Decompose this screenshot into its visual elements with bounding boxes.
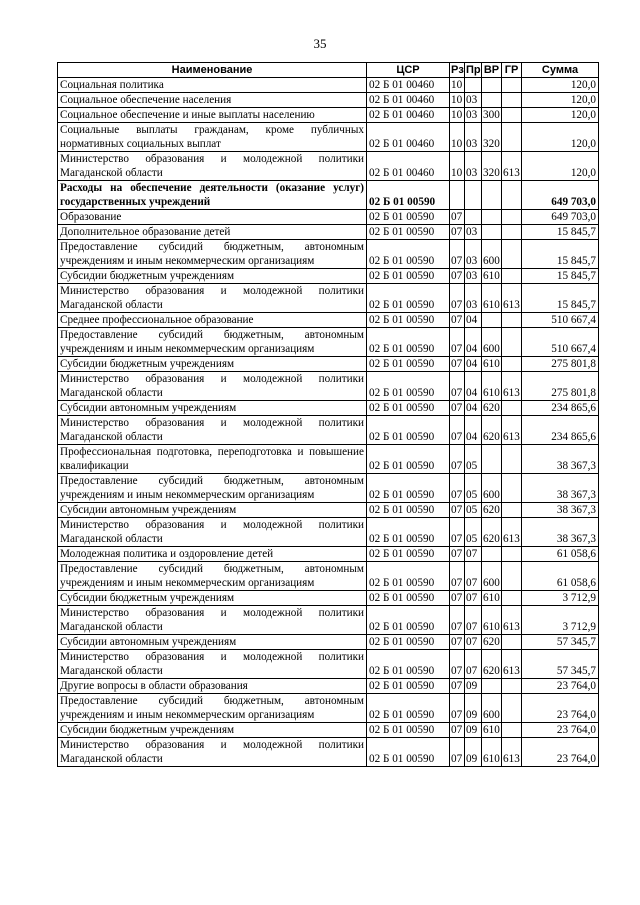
cell-pr: 03 bbox=[465, 108, 482, 123]
cell-name: Министерство образования и молодежной политики Магаданской области bbox=[58, 284, 367, 313]
cell-gr bbox=[502, 591, 522, 606]
cell-rz: 07 bbox=[450, 723, 465, 738]
cell-rz: 07 bbox=[450, 225, 465, 240]
cell-name: Молодежная политика и оздоровление детей bbox=[58, 547, 367, 562]
cell-vr bbox=[482, 547, 502, 562]
cell-gr bbox=[502, 679, 522, 694]
table-row bbox=[58, 606, 599, 635]
cell-gr bbox=[502, 328, 522, 357]
cell-csr: 02 Б 01 00590 bbox=[367, 694, 450, 723]
cell-vr bbox=[482, 225, 502, 240]
table-row bbox=[58, 284, 599, 313]
cell-pr: 03 bbox=[465, 152, 482, 181]
cell-pr: 07 bbox=[465, 547, 482, 562]
cell-pr: 05 bbox=[465, 474, 482, 503]
cell-gr bbox=[502, 723, 522, 738]
cell-sum: 649 703,0 bbox=[522, 181, 599, 210]
cell-gr: 613 bbox=[502, 152, 522, 181]
cell-rz: 07 bbox=[450, 474, 465, 503]
cell-pr: 07 bbox=[465, 562, 482, 591]
cell-sum: 61 058,6 bbox=[522, 547, 599, 562]
cell-pr: 04 bbox=[465, 401, 482, 416]
cell-sum: 23 764,0 bbox=[522, 738, 599, 767]
cell-pr: 03 bbox=[465, 123, 482, 152]
cell-rz: 07 bbox=[450, 694, 465, 723]
cell-csr: 02 Б 01 00590 bbox=[367, 591, 450, 606]
cell-gr bbox=[502, 357, 522, 372]
table-row bbox=[58, 328, 599, 357]
cell-rz: 10 bbox=[450, 108, 465, 123]
cell-sum: 275 801,8 bbox=[522, 357, 599, 372]
cell-pr: 09 bbox=[465, 679, 482, 694]
cell-csr: 02 Б 01 00590 bbox=[367, 401, 450, 416]
cell-sum: 38 367,3 bbox=[522, 474, 599, 503]
cell-name: Министерство образования и молодежной политики Магаданской области bbox=[58, 650, 367, 679]
table-body bbox=[58, 78, 599, 767]
cell-pr: 03 bbox=[465, 225, 482, 240]
cell-vr: 320 bbox=[482, 152, 502, 181]
cell-sum: 38 367,3 bbox=[522, 503, 599, 518]
cell-gr bbox=[502, 635, 522, 650]
cell-csr: 02 Б 01 00590 bbox=[367, 416, 450, 445]
table-row bbox=[58, 635, 599, 650]
table-row bbox=[58, 738, 599, 767]
cell-name: Субсидии бюджетным учреждениям bbox=[58, 723, 367, 738]
table-row bbox=[58, 694, 599, 723]
cell-sum: 510 667,4 bbox=[522, 313, 599, 328]
cell-pr: 03 bbox=[465, 284, 482, 313]
cell-name: Министерство образования и молодежной политики Магаданской области bbox=[58, 738, 367, 767]
cell-vr: 610 bbox=[482, 372, 502, 401]
cell-vr: 600 bbox=[482, 240, 502, 269]
cell-rz: 07 bbox=[450, 562, 465, 591]
cell-gr: 613 bbox=[502, 606, 522, 635]
cell-name: Министерство образования и молодежной политики Магаданской области bbox=[58, 152, 367, 181]
cell-pr bbox=[465, 181, 482, 210]
cell-csr: 02 Б 01 00590 bbox=[367, 225, 450, 240]
cell-rz: 07 bbox=[450, 313, 465, 328]
cell-csr: 02 Б 01 00460 bbox=[367, 93, 450, 108]
cell-gr bbox=[502, 240, 522, 269]
table-row bbox=[58, 372, 599, 401]
table-row bbox=[58, 78, 599, 93]
cell-name: Министерство образования и молодежной политики Магаданской области bbox=[58, 416, 367, 445]
table-row bbox=[58, 313, 599, 328]
cell-gr bbox=[502, 225, 522, 240]
table-row bbox=[58, 123, 599, 152]
cell-csr: 02 Б 01 00590 bbox=[367, 547, 450, 562]
cell-rz: 07 bbox=[450, 210, 465, 225]
cell-rz: 07 bbox=[450, 328, 465, 357]
cell-rz: 10 bbox=[450, 152, 465, 181]
cell-rz: 07 bbox=[450, 635, 465, 650]
cell-vr: 620 bbox=[483, 504, 500, 516]
cell-sum: 38 367,3 bbox=[522, 518, 599, 547]
cell-rz: 07 bbox=[450, 372, 465, 401]
cell-rz: 07 bbox=[450, 445, 465, 474]
cell-sum: 15 845,7 bbox=[522, 225, 599, 240]
cell-vr: 620 bbox=[482, 518, 502, 547]
cell-csr: 02 Б 01 00590 bbox=[367, 474, 450, 503]
table-row bbox=[58, 547, 599, 562]
cell-name: Предоставление субсидий бюджетным, автономным учреждениям и иным некоммерческим организациям bbox=[58, 562, 367, 591]
cell-csr: 02 Б 01 00590 bbox=[367, 562, 450, 591]
cell-rz: 07 bbox=[450, 547, 465, 562]
table-row bbox=[58, 591, 599, 606]
cell-sum: 120,0 bbox=[522, 123, 599, 152]
cell-vr: 610 bbox=[483, 358, 500, 370]
cell-vr: 610 bbox=[482, 606, 502, 635]
page-number: 35 bbox=[313, 36, 327, 51]
cell-pr: 04 bbox=[465, 313, 482, 328]
cell-sum: 38 367,3 bbox=[522, 445, 599, 474]
cell-csr: 02 Б 01 00590 bbox=[367, 679, 450, 694]
table-header-row bbox=[58, 63, 599, 78]
cell-sum: 234 865,6 bbox=[522, 401, 599, 416]
cell-name: Субсидии бюджетным учреждениям bbox=[58, 269, 367, 284]
header-vr: ВР bbox=[482, 63, 502, 78]
cell-name: Предоставление субсидий бюджетным, автономным учреждениям и иным некоммерческим организациям bbox=[58, 694, 367, 723]
cell-name: Министерство образования и молодежной политики Магаданской области bbox=[58, 518, 367, 547]
table-row bbox=[58, 269, 599, 284]
cell-name: Субсидии бюджетным учреждениям bbox=[58, 357, 367, 372]
cell-csr: 02 Б 01 00460 bbox=[367, 152, 450, 181]
cell-name: Социальная политика bbox=[58, 78, 367, 93]
cell-vr: 600 bbox=[482, 694, 502, 723]
cell-rz: 07 bbox=[450, 269, 465, 284]
cell-vr bbox=[482, 181, 502, 210]
cell-sum: 120,0 bbox=[522, 108, 599, 123]
cell-gr bbox=[502, 78, 522, 93]
cell-pr: 09 bbox=[465, 723, 482, 738]
cell-gr: 613 bbox=[502, 416, 522, 445]
cell-rz: 07 bbox=[450, 650, 465, 679]
cell-csr: 02 Б 01 00590 bbox=[367, 240, 450, 269]
table-row bbox=[58, 240, 599, 269]
cell-vr: 320 bbox=[482, 123, 502, 152]
cell-gr bbox=[502, 445, 522, 474]
header-name: Наименование bbox=[58, 63, 367, 78]
header-rz: Рз bbox=[451, 64, 464, 76]
cell-sum: 120,0 bbox=[522, 78, 599, 93]
cell-csr: 02 Б 01 00590 bbox=[367, 210, 450, 225]
table-row bbox=[58, 518, 599, 547]
cell-gr: 613 bbox=[502, 284, 522, 313]
cell-name: Образование bbox=[58, 210, 367, 225]
cell-vr bbox=[482, 210, 502, 225]
cell-vr bbox=[482, 78, 502, 93]
cell-sum: 120,0 bbox=[522, 93, 599, 108]
cell-name: Среднее профессиональное образование bbox=[58, 313, 367, 328]
cell-pr: 07 bbox=[465, 635, 482, 650]
cell-vr bbox=[482, 679, 502, 694]
cell-sum: 57 345,7 bbox=[522, 650, 599, 679]
header-gr: ГР bbox=[502, 63, 522, 78]
cell-csr: 02 Б 01 00590 bbox=[367, 284, 450, 313]
cell-gr: 613 bbox=[502, 518, 522, 547]
cell-gr bbox=[502, 108, 522, 123]
cell-pr: 07 bbox=[465, 606, 482, 635]
cell-name: Министерство образования и молодежной политики Магаданской области bbox=[58, 606, 367, 635]
header-sum: Сумма bbox=[522, 63, 599, 78]
cell-vr: 620 bbox=[483, 636, 500, 648]
cell-rz: 07 bbox=[450, 503, 465, 518]
cell-sum: 510 667,4 bbox=[522, 328, 599, 357]
cell-sum: 61 058,6 bbox=[522, 562, 599, 591]
cell-rz: 07 bbox=[450, 357, 465, 372]
cell-rz: 10 bbox=[450, 123, 465, 152]
cell-vr: 610 bbox=[483, 270, 500, 282]
budget-table bbox=[57, 62, 599, 767]
table-row bbox=[58, 416, 599, 445]
cell-vr: 620 bbox=[482, 416, 502, 445]
cell-vr: 300 bbox=[483, 109, 500, 121]
header-csr: ЦСР bbox=[367, 63, 450, 78]
cell-pr: 04 bbox=[465, 357, 482, 372]
cell-vr: 620 bbox=[482, 650, 502, 679]
cell-sum: 15 845,7 bbox=[522, 269, 599, 284]
cell-sum: 120,0 bbox=[522, 152, 599, 181]
cell-csr: 02 Б 01 00590 bbox=[367, 372, 450, 401]
cell-vr: 600 bbox=[482, 328, 502, 357]
cell-rz: 07 bbox=[450, 738, 465, 767]
cell-pr: 03 bbox=[465, 240, 482, 269]
cell-vr: 620 bbox=[483, 402, 500, 414]
cell-gr bbox=[502, 93, 522, 108]
cell-vr bbox=[482, 313, 502, 328]
cell-pr: 04 bbox=[465, 328, 482, 357]
cell-vr bbox=[482, 445, 502, 474]
header-pr: Пр bbox=[466, 64, 481, 76]
cell-rz: 07 bbox=[450, 679, 465, 694]
cell-vr: 600 bbox=[482, 474, 502, 503]
cell-gr bbox=[502, 503, 522, 518]
cell-csr: 02 Б 01 00590 bbox=[367, 269, 450, 284]
cell-gr bbox=[502, 313, 522, 328]
cell-csr: 02 Б 01 00460 bbox=[367, 123, 450, 152]
cell-pr: 09 bbox=[465, 738, 482, 767]
cell-rz: 07 bbox=[450, 240, 465, 269]
cell-pr: 04 bbox=[465, 372, 482, 401]
cell-name: Субсидии автономным учреждениям bbox=[58, 401, 367, 416]
cell-name: Субсидии бюджетным учреждениям bbox=[58, 591, 367, 606]
cell-csr: 02 Б 01 00590 bbox=[367, 357, 450, 372]
cell-rz: 07 bbox=[450, 606, 465, 635]
cell-csr: 02 Б 01 00590 bbox=[367, 723, 450, 738]
cell-csr: 02 Б 01 00590 bbox=[367, 445, 450, 474]
cell-name: Расходы на обеспечение деятельности (оказание услуг) государственных учреждений bbox=[58, 181, 367, 210]
cell-pr bbox=[465, 78, 482, 93]
table-row bbox=[58, 401, 599, 416]
cell-csr: 02 Б 01 00590 bbox=[367, 181, 450, 210]
cell-csr: 02 Б 01 00590 bbox=[367, 328, 450, 357]
cell-name: Предоставление субсидий бюджетным, автономным учреждениям и иным некоммерческим организациям bbox=[58, 328, 367, 357]
cell-pr: 05 bbox=[465, 445, 482, 474]
cell-csr: 02 Б 01 00590 bbox=[367, 738, 450, 767]
cell-sum: 275 801,8 bbox=[522, 372, 599, 401]
cell-pr: 03 bbox=[465, 93, 482, 108]
cell-gr bbox=[502, 547, 522, 562]
table-row bbox=[58, 108, 599, 123]
cell-sum: 15 845,7 bbox=[522, 240, 599, 269]
cell-csr: 02 Б 01 00590 bbox=[367, 313, 450, 328]
cell-sum: 15 845,7 bbox=[522, 284, 599, 313]
cell-gr bbox=[502, 562, 522, 591]
cell-gr: 613 bbox=[502, 650, 522, 679]
cell-name: Министерство образования и молодежной политики Магаданской области bbox=[58, 372, 367, 401]
cell-pr: 04 bbox=[465, 416, 482, 445]
cell-sum: 23 764,0 bbox=[522, 723, 599, 738]
cell-gr bbox=[502, 123, 522, 152]
table-row bbox=[58, 474, 599, 503]
cell-rz: 07 bbox=[450, 518, 465, 547]
cell-name: Предоставление субсидий бюджетным, автономным учреждениям и иным некоммерческим организациям bbox=[58, 474, 367, 503]
table-row bbox=[58, 679, 599, 694]
table-row bbox=[58, 562, 599, 591]
table-row bbox=[58, 723, 599, 738]
cell-gr bbox=[502, 694, 522, 723]
cell-pr: 07 bbox=[465, 650, 482, 679]
cell-gr bbox=[502, 474, 522, 503]
cell-rz: 07 bbox=[450, 284, 465, 313]
cell-sum: 23 764,0 bbox=[522, 694, 599, 723]
table-row bbox=[58, 357, 599, 372]
cell-rz bbox=[450, 181, 465, 210]
cell-vr bbox=[482, 93, 502, 108]
table-row bbox=[58, 93, 599, 108]
cell-pr: 05 bbox=[465, 503, 482, 518]
cell-pr: 09 bbox=[465, 694, 482, 723]
cell-sum: 3 712,9 bbox=[522, 591, 599, 606]
cell-pr: 03 bbox=[465, 269, 482, 284]
cell-name: Субсидии автономным учреждениям bbox=[58, 503, 367, 518]
cell-gr bbox=[502, 269, 522, 284]
cell-gr bbox=[502, 181, 522, 210]
cell-csr: 02 Б 01 00590 bbox=[367, 518, 450, 547]
cell-name: Другие вопросы в области образования bbox=[58, 679, 367, 694]
cell-rz: 07 bbox=[450, 401, 465, 416]
table-row bbox=[58, 210, 599, 225]
cell-gr: 613 bbox=[502, 738, 522, 767]
table-row bbox=[58, 181, 599, 210]
cell-vr: 610 bbox=[483, 724, 500, 736]
cell-name: Социальное обеспечение населения bbox=[58, 93, 367, 108]
cell-rz: 10 bbox=[450, 93, 465, 108]
cell-rz: 10 bbox=[450, 78, 465, 93]
cell-vr: 610 bbox=[482, 284, 502, 313]
cell-vr: 600 bbox=[482, 562, 502, 591]
cell-gr bbox=[502, 401, 522, 416]
cell-vr: 610 bbox=[482, 738, 502, 767]
cell-vr: 610 bbox=[483, 592, 500, 604]
table-row bbox=[58, 225, 599, 240]
cell-sum: 3 712,9 bbox=[522, 606, 599, 635]
table-row bbox=[58, 445, 599, 474]
cell-gr: 613 bbox=[502, 372, 522, 401]
cell-pr: 05 bbox=[465, 518, 482, 547]
cell-csr: 02 Б 01 00460 bbox=[367, 78, 450, 93]
cell-name: Профессиональная подготовка, переподготовка и повышение квалификации bbox=[58, 445, 367, 474]
cell-csr: 02 Б 01 00590 bbox=[367, 503, 450, 518]
cell-sum: 234 865,6 bbox=[522, 416, 599, 445]
cell-csr: 02 Б 01 00590 bbox=[367, 635, 450, 650]
cell-pr bbox=[465, 210, 482, 225]
cell-sum: 23 764,0 bbox=[522, 679, 599, 694]
cell-csr: 02 Б 01 00590 bbox=[367, 650, 450, 679]
cell-csr: 02 Б 01 00460 bbox=[367, 108, 450, 123]
cell-name: Предоставление субсидий бюджетным, автономным учреждениям и иным некоммерческим организациям bbox=[58, 240, 367, 269]
cell-name: Дополнительное образование детей bbox=[58, 225, 367, 240]
table-row bbox=[58, 152, 599, 181]
cell-name: Субсидии автономным учреждениям bbox=[58, 635, 367, 650]
cell-rz: 07 bbox=[450, 416, 465, 445]
cell-name: Социальные выплаты гражданам, кроме публичных нормативных социальных выплат bbox=[58, 123, 367, 152]
table-row bbox=[58, 503, 599, 518]
cell-sum: 57 345,7 bbox=[522, 635, 599, 650]
cell-csr: 02 Б 01 00590 bbox=[367, 606, 450, 635]
cell-name: Социальное обеспечение и иные выплаты населению bbox=[58, 108, 367, 123]
table-row bbox=[58, 650, 599, 679]
cell-pr: 07 bbox=[465, 591, 482, 606]
cell-gr bbox=[502, 210, 522, 225]
cell-sum: 649 703,0 bbox=[522, 210, 599, 225]
cell-rz: 07 bbox=[450, 591, 465, 606]
